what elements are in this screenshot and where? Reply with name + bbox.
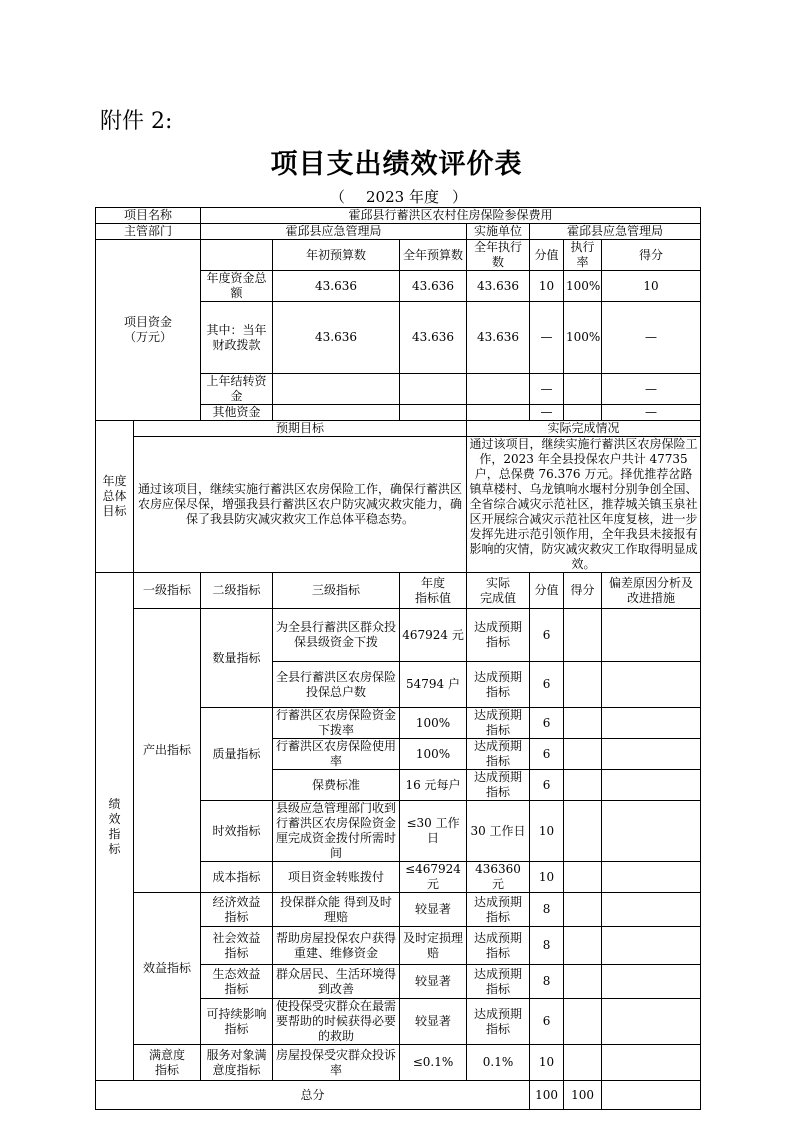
funds-row-rate: 100% (564, 271, 602, 302)
funds-row-name: 上年结转资金 (201, 374, 273, 405)
indicator-name: 房屋投保受灾群众投诉率 (273, 1045, 400, 1081)
impl-value: 霍邱县应急管理局 (530, 224, 701, 240)
indicator-score (564, 927, 602, 965)
funds-row-score: — (602, 302, 701, 374)
funds-row-init: 43.636 (273, 302, 400, 374)
year-close-paren: ） (452, 188, 468, 206)
indicator-score-value: 6 (530, 999, 564, 1045)
level1-benefit: 效益指标 (134, 893, 201, 1045)
level2-quality: 质量指标 (201, 708, 273, 801)
level2-social: 社会效益 指标 (201, 927, 273, 965)
funds-row-rate: 100% (564, 302, 602, 374)
funds-header-score: 得分 (602, 240, 701, 271)
total-note (602, 1081, 701, 1110)
funds-row-name: 年度资金总额 (201, 271, 273, 302)
funds-row-annual (400, 405, 467, 421)
funds-header-rate: 执行率 (564, 240, 602, 271)
page-title: 项目支出绩效评价表 (270, 149, 523, 180)
level2-cost: 成本指标 (201, 862, 273, 893)
funds-row-annual (400, 374, 467, 405)
indicator-header-level2: 二级指标 (201, 573, 273, 609)
funds-row-init (273, 405, 400, 421)
indicator-score-value: 10 (530, 1045, 564, 1081)
year-open-paren: （ (330, 188, 346, 206)
indicator-target: ≤30 工作日 (400, 801, 467, 862)
indicator-actual: 436360 元 (467, 862, 530, 893)
indicator-score (564, 770, 602, 801)
indicator-actual: 达成预期指标 (467, 609, 530, 662)
funds-label: 项目资金 （万元） (96, 240, 201, 421)
indicator-note (602, 965, 701, 999)
indicator-score-value: 6 (530, 708, 564, 739)
level1-satisfaction: 满意度 指标 (134, 1045, 201, 1081)
goals-expected-header: 预期目标 (134, 421, 467, 437)
goals-actual-text: 通过该项目，继续实施行蓄洪区农房保险工作，2023 年全县投保农户共计 47735 户，总保费 76.376 万元。择优推荐岔路镇草楼村、乌龙镇响水堰村分别争创全国、全省综合减灾示范社区，推荐城关镇玉泉社区开展综合减灾示范社区年度复核，进一步发挥先进示范引领作用，全年我县未接报有影响的灾情，防灾减灾救灾工作取得明显成效。 (467, 437, 701, 573)
indicator-note (602, 1045, 701, 1081)
funds-row-score-value: — (530, 374, 564, 405)
indicator-actual: 达成预期指标 (467, 662, 530, 708)
indicator-note (602, 739, 701, 770)
indicator-header-level1: 一级指标 (134, 573, 201, 609)
indicator-score-value: 6 (530, 609, 564, 662)
funds-row-score: — (602, 374, 701, 405)
indicator-score-value: 8 (530, 893, 564, 927)
indicator-score (564, 893, 602, 927)
indicator-actual: 达成预期指标 (467, 770, 530, 801)
indicator-note (602, 770, 701, 801)
dept-value: 霍邱县应急管理局 (201, 224, 467, 240)
funds-row-init: 43.636 (273, 271, 400, 302)
indicator-target: 较显著 (400, 893, 467, 927)
funds-row-score-value: 10 (530, 271, 564, 302)
indicator-target: 较显著 (400, 999, 467, 1045)
indicator-target: 467924 元 (400, 609, 467, 662)
level2-economic: 经济效益 指标 (201, 893, 273, 927)
indicator-target: 较显著 (400, 965, 467, 999)
indicator-note (602, 662, 701, 708)
level1-output: 产出指标 (134, 609, 201, 893)
indicator-target: 及时定损理赔 (400, 927, 467, 965)
level2-ecological: 生态效益 指标 (201, 965, 273, 999)
funds-row-exec (467, 374, 530, 405)
indicator-score (564, 662, 602, 708)
impl-label: 实施单位 (467, 224, 530, 240)
level2-quantity: 数量指标 (201, 609, 273, 708)
project-name-label: 项目名称 (96, 208, 201, 224)
dept-label: 主管部门 (96, 224, 201, 240)
indicator-actual: 达成预期指标 (467, 739, 530, 770)
indicator-name: 行蓄洪区农房保险资金下拨率 (273, 708, 400, 739)
indicator-score (564, 801, 602, 862)
indicator-score (564, 862, 602, 893)
indicator-actual: 达成预期指标 (467, 999, 530, 1045)
indicator-score (564, 708, 602, 739)
funds-row-score-value: — (530, 405, 564, 421)
indicator-actual: 达成预期指标 (467, 708, 530, 739)
indicator-header-score-value: 分值 (530, 573, 564, 609)
total-score-value: 100 (530, 1081, 564, 1110)
indicator-name: 保费标准 (273, 770, 400, 801)
indicator-target: 54794 户 (400, 662, 467, 708)
indicator-score-value: 6 (530, 739, 564, 770)
total-score: 100 (564, 1081, 602, 1110)
funds-row-exec: 43.636 (467, 271, 530, 302)
funds-header-blank (201, 240, 273, 271)
project-name-value: 霍邱县行蓄洪区农村住房保险参保费用 (201, 208, 701, 224)
performance-table (95, 207, 701, 1110)
indicator-score-value: 6 (530, 770, 564, 801)
funds-header-score-value: 分值 (530, 240, 564, 271)
indicator-header-target: 年度 指标值 (400, 573, 467, 609)
indicator-score-value: 8 (530, 965, 564, 999)
funds-header-exec: 全年执行数 (467, 240, 530, 271)
indicator-target: 16 元每户 (400, 770, 467, 801)
indicator-note (602, 801, 701, 862)
funds-header-annual: 全年预算数 (400, 240, 467, 271)
attachment-label: 附件 2: (100, 109, 173, 134)
indicator-score-value: 10 (530, 862, 564, 893)
goals-actual-header: 实际完成情况 (467, 421, 701, 437)
indicator-target: 100% (400, 739, 467, 770)
indicator-name: 群众居民、生活环境得到改善 (273, 965, 400, 999)
indicator-actual: 达成预期指标 (467, 965, 530, 999)
indicator-score (564, 609, 602, 662)
indicator-note (602, 999, 701, 1045)
indicator-name: 帮助房屋投保农户获得重建、维修资金 (273, 927, 400, 965)
indicator-name: 使投保受灾群众在最需要帮助的时候获得必要的救助 (273, 999, 400, 1045)
indicator-row (96, 609, 701, 662)
level2-service: 服务对象满 意度指标 (201, 1045, 273, 1081)
total-label: 总分 (96, 1081, 530, 1110)
funds-row-init (273, 374, 400, 405)
goals-expected-text: 通过该项目，继续实施行蓄洪区农房保险工作，确保行蓄洪区农房应保尽保，增强我县行蓄洪区农户防灾减灾救灾能力，确保了我县防灾减灾救灾工作总体平稳态势。 (134, 437, 467, 573)
indicator-note (602, 708, 701, 739)
indicator-target: ≤467924 元 (400, 862, 467, 893)
indicator-row (96, 1045, 701, 1081)
funds-row-name: 其中：当年财政拨款 (201, 302, 273, 374)
indicator-name: 项目资金转账拨付 (273, 862, 400, 893)
indicator-header-level3: 三级指标 (273, 573, 400, 609)
indicator-actual: 30 工作日 (467, 801, 530, 862)
funds-row-exec (467, 405, 530, 421)
indicator-name: 为全县行蓄洪区群众投保县级资金下拨 (273, 609, 400, 662)
indicator-score (564, 999, 602, 1045)
indicator-score-value: 8 (530, 927, 564, 965)
indicator-score (564, 1045, 602, 1081)
funds-row-score-value: — (530, 302, 564, 374)
funds-row-annual: 43.636 (400, 271, 467, 302)
indicator-actual: 达成预期指标 (467, 893, 530, 927)
indicator-row (96, 893, 701, 927)
indicator-note (602, 862, 701, 893)
indicator-note (602, 893, 701, 927)
funds-header-init: 年初预算数 (273, 240, 400, 271)
funds-row-rate (564, 374, 602, 405)
indicator-header-actual: 实际 完成值 (467, 573, 530, 609)
goals-label: 年度 总体 目标 (96, 421, 134, 573)
indicator-score-value: 6 (530, 662, 564, 708)
indicator-name: 投保群众能 得到及时理赔 (273, 893, 400, 927)
funds-row-score: — (602, 405, 701, 421)
indicator-score (564, 739, 602, 770)
indicator-target: ≤0.1% (400, 1045, 467, 1081)
indicator-actual: 0.1% (467, 1045, 530, 1081)
funds-row-annual: 43.636 (400, 302, 467, 374)
funds-row-rate (564, 405, 602, 421)
indicator-name: 县级应急管理部门收到行蓄洪区农房保险资金厘完成资金拨付所需时间 (273, 801, 400, 862)
indicator-score-value: 10 (530, 801, 564, 862)
indicator-name: 行蓄洪区农房保险使用率 (273, 739, 400, 770)
indicator-note (602, 609, 701, 662)
funds-row-name: 其他资金 (201, 405, 273, 421)
level2-timeliness: 时效指标 (201, 801, 273, 862)
indicator-actual: 达成预期指标 (467, 927, 530, 965)
indicator-name: 全县行蓄洪区农房保险投保总户数 (273, 662, 400, 708)
funds-row-exec: 43.636 (467, 302, 530, 374)
indicator-target: 100% (400, 708, 467, 739)
indicator-note (602, 927, 701, 965)
indicator-score (564, 965, 602, 999)
funds-row-score: 10 (602, 271, 701, 302)
indicator-header-score: 得分 (564, 573, 602, 609)
indicator-header-note: 偏差原因分析及 改进措施 (602, 573, 701, 609)
year-text: 2023 年度 (366, 188, 439, 206)
level2-sustainable: 可持续影响 指标 (201, 999, 273, 1045)
indicators-label: 绩 效 指 标 (96, 573, 134, 1081)
